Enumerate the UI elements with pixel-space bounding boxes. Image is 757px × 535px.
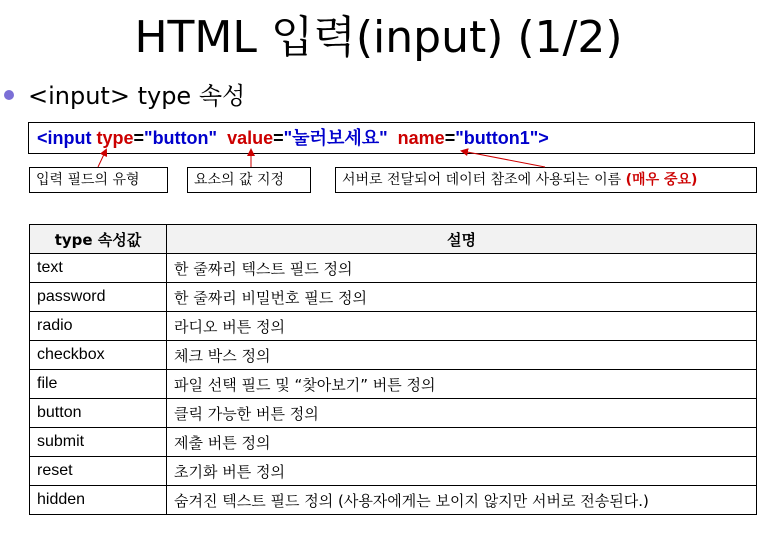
value-description-label: 요소의 값 지정 [187,167,311,193]
type-value-cell: password [30,283,167,312]
code-tag-open: <input [37,128,97,148]
name-arrow [462,151,545,167]
type-value-cell: file [30,370,167,399]
name-description-text: 서버로 전달되어 데이터 참조에 사용되는 이름 [342,172,626,188]
table-row [30,370,757,399]
code-equals: = [273,128,284,148]
type-value-cell: submit [30,428,167,457]
code-value-attr: value [227,128,274,148]
table-row [30,428,757,457]
code-name-attr: name [397,128,445,148]
table-row [30,341,757,370]
header-type-value: type 속성값 [30,225,167,254]
description-cell: 라디오 버튼 정의 [167,312,757,341]
importance-note: (매우 중요) [625,172,698,188]
type-arrow [98,150,106,167]
table-header-row [30,225,757,254]
code-name-value: "button1" [455,128,539,148]
type-value-cell: checkbox [30,341,167,370]
table-row [30,312,757,341]
table-row [30,254,757,283]
description-cell: 클릭 가능한 버튼 정의 [167,399,757,428]
type-value-cell: radio [30,312,167,341]
table-row [30,486,757,515]
description-cell: 파일 선택 필드 및 “찾아보기” 버튼 정의 [167,370,757,399]
type-value-cell: hidden [30,486,167,515]
type-value-cell: button [30,399,167,428]
code-equals: = [444,128,456,148]
table-row [30,457,757,486]
page-title: HTML 입력(input) (1/2) [134,12,623,63]
type-value-cell: reset [30,457,167,486]
table-row [30,283,757,312]
description-cell: 한 줄짜리 텍스트 필드 정의 [167,254,757,283]
description-cell: 초기화 버튼 정의 [167,457,757,486]
description-cell: 숨겨진 텍스트 필드 정의 (사용자에게는 보이지 않지만 서버로 전송된다.) [167,486,757,515]
code-type-attr: type [96,128,134,148]
code-equals: = [133,128,145,148]
code-type-value: "button" [144,128,218,148]
type-description-label: 입력 필드의 유형 [29,167,168,193]
table-row [30,399,757,428]
header-description: 설명 [167,225,757,254]
code-tag-close: > [538,128,549,148]
description-cell: 제출 버튼 정의 [167,428,757,457]
description-cell: 한 줄짜리 비밀번호 필드 정의 [167,283,757,312]
bullet-heading: <input> type 속성 [28,82,246,110]
description-cell: 체크 박스 정의 [167,341,757,370]
code-value-value: "눌러보세요" [283,128,388,148]
type-value-cell: text [30,254,167,283]
type-attribute-table [29,224,757,515]
